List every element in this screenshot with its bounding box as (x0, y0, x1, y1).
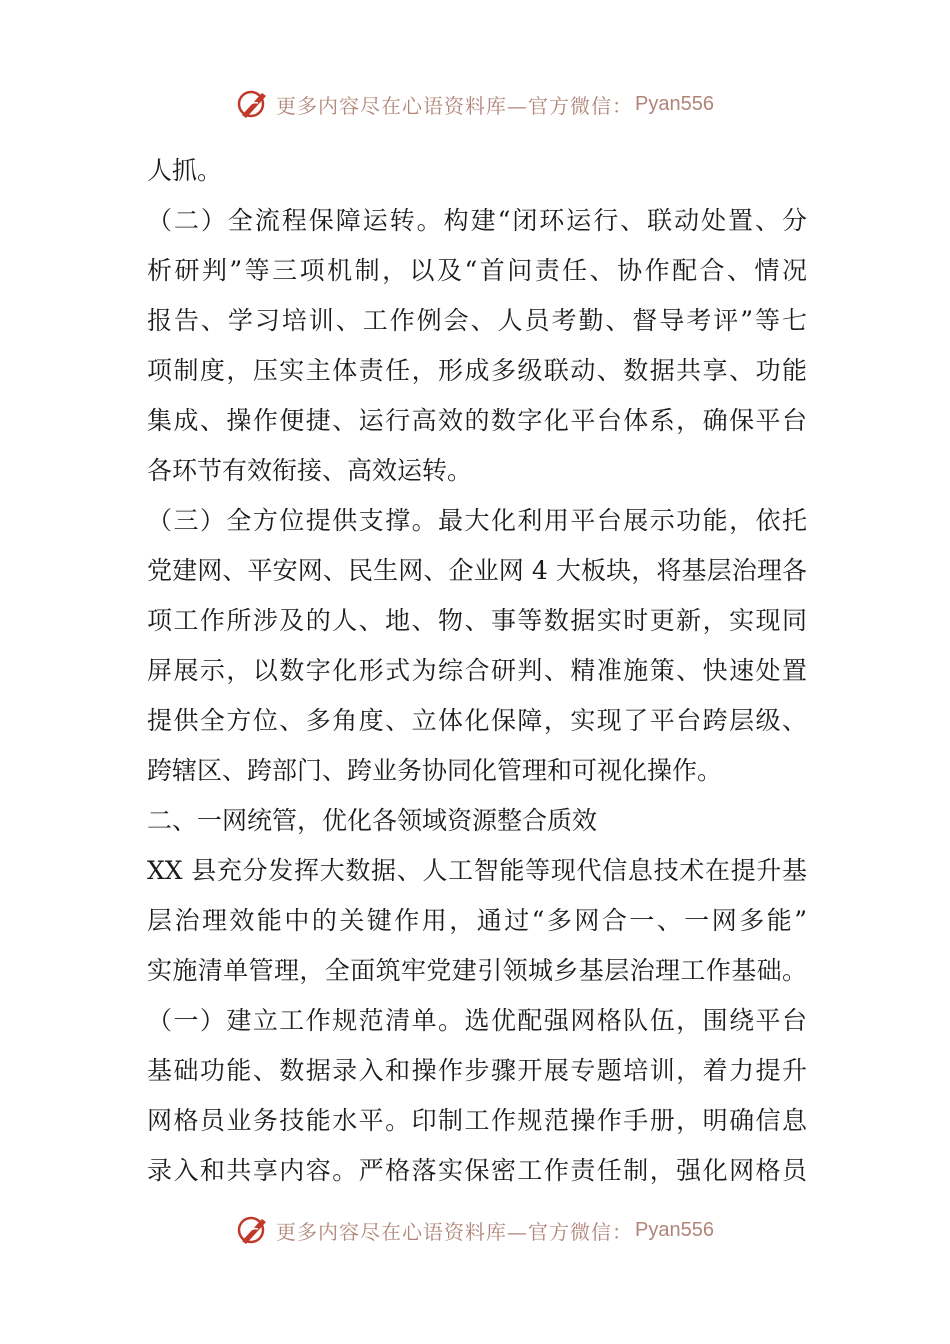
text-line: 实施清单管理，全面筑牢党建引领城乡基层治理工作基础。 (147, 956, 807, 985)
text-line: （三）全方位提供支撑。最大化利用平台展示功能，依托 (147, 506, 807, 535)
text-line: 集成、操作便捷、运行高效的数字化平台体系，确保平台 (147, 406, 807, 435)
text-line: 项工作所涉及的人、地、物、事等数据实时更新，实现同 (147, 606, 807, 635)
text-line: 党建网、平安网、民生网、企业网 4 大板块，将基层治理各 (147, 556, 807, 585)
header-watermark-text: 更多内容尽在心语资料库—官方微信： (276, 93, 634, 118)
header-watermark (0, 84, 950, 124)
footer-watermark-text: 更多内容尽在心语资料库—官方微信： (276, 1219, 634, 1244)
text-line: 跨辖区、跨部门、跨业务协同化管理和可视化操作。 (147, 756, 723, 785)
text-line: 录入和共享内容。严格落实保密工作责任制，强化网格员 (147, 1156, 807, 1185)
footer-watermark-handle: Pyan556 (635, 1218, 714, 1241)
text-line: 基础功能、数据录入和操作步骤开展专题培训，着力提升 (147, 1056, 807, 1085)
text-line: 项制度，压实主体责任，形成多级联动、数据共享、功能 (147, 356, 807, 385)
text-line: XX 县充分发挥大数据、人工智能等现代信息技术在提升基 (147, 856, 807, 885)
text-line: 报告、学习培训、工作例会、人员考勤、督导考评”等七 (147, 306, 807, 335)
text-line: 各环节有效衔接、高效运转。 (147, 456, 473, 485)
header-watermark-handle: Pyan556 (635, 92, 714, 115)
text-line: 屏展示，以数字化形式为综合研判、精准施策、快速处置 (147, 656, 807, 685)
text-line: （二）全流程保障运转。构建“闭环运行、联动处置、分 (147, 206, 807, 235)
text-line: 析研判”等三项机制，以及“首问责任、协作配合、情况 (147, 256, 807, 285)
pen-logo-icon (236, 1213, 270, 1247)
footer-watermark (0, 1210, 950, 1250)
pen-logo-icon (236, 87, 270, 121)
section-heading: 二、一网统管，优化各领域资源整合质效 (147, 806, 598, 835)
text-line: 人抓。 (147, 156, 223, 185)
text-line: 网格员业务技能水平。印制工作规范操作手册，明确信息 (147, 1106, 807, 1135)
text-line: 层治理效能中的关键作用，通过“多网合一、一网多能” (147, 906, 807, 935)
text-line: （一）建立工作规范清单。选优配强网格队伍，围绕平台 (147, 1006, 807, 1035)
document-body (147, 146, 807, 1196)
text-line: 提供全方位、多角度、立体化保障，实现了平台跨层级、 (147, 706, 807, 735)
